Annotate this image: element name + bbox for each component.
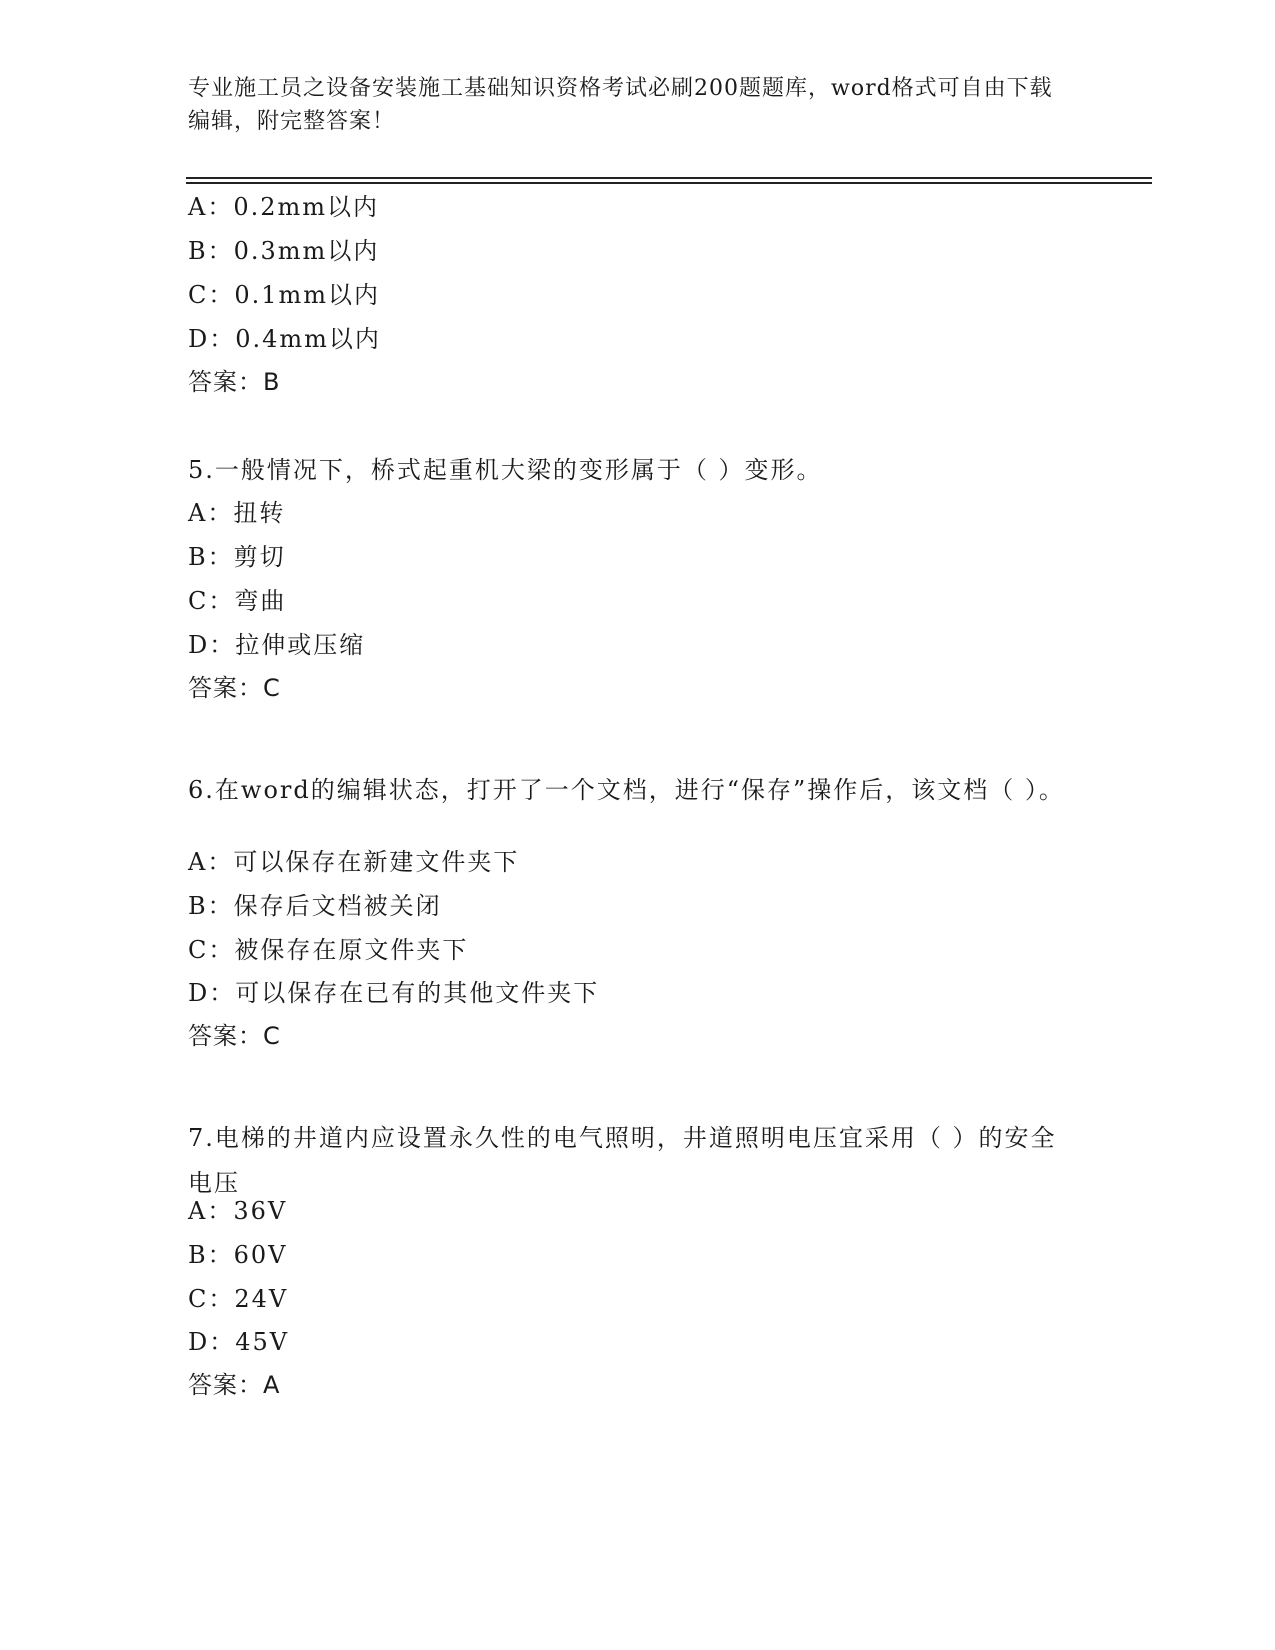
q7-option-c: C：24V — [188, 1285, 289, 1313]
q6-option-b: B：保存后文档被关闭 — [188, 892, 442, 920]
q7-answer: 答案：A — [188, 1371, 281, 1399]
q7-option-a: A：36V — [188, 1197, 288, 1225]
q7-option-b: B：60V — [188, 1241, 288, 1269]
q4-option-c: C：0.1mm以内 — [188, 281, 381, 309]
q4-option-b: B：0.3mm以内 — [188, 237, 380, 265]
q7-question: 7.电梯的井道内应设置永久性的电气照明，井道照明电压宜采用（ ）的安全电压 — [188, 1124, 1057, 1197]
q6-answer: 答案：C — [188, 1022, 281, 1050]
q6-option-d: D：可以保存在已有的其他文件夹下 — [188, 979, 600, 1007]
q5-option-a: A：扭转 — [188, 499, 286, 527]
q6-question: 6.在word的编辑状态，打开了一个文档，进行“保存”操作后，该文档（ ）。 — [188, 776, 1065, 804]
q5-answer: 答案：C — [188, 674, 281, 702]
header-divider-bottom — [186, 182, 1152, 184]
q4-option-d: D：0.4mm以内 — [188, 325, 381, 353]
q5-option-c: C：弯曲 — [188, 587, 287, 615]
q7-option-d: D：45V — [188, 1328, 290, 1356]
document-header: 专业施工员之设备安装施工基础知识资格考试必刷200题题库，word格式可自由下载编辑，附完整答案！ — [188, 76, 1053, 134]
header-divider-top — [186, 177, 1152, 179]
q4-answer: 答案：B — [188, 368, 281, 396]
q6-option-c: C：被保存在原文件夹下 — [188, 936, 469, 964]
q4-option-a: A：0.2mm以内 — [188, 193, 380, 221]
q5-option-d: D：拉伸或压缩 — [188, 631, 366, 659]
q6-option-a: A：可以保存在新建文件夹下 — [188, 848, 520, 876]
q5-option-b: B：剪切 — [188, 543, 286, 571]
q5-question: 5.一般情况下，桥式起重机大梁的变形属于（ ）变形。 — [188, 456, 823, 484]
